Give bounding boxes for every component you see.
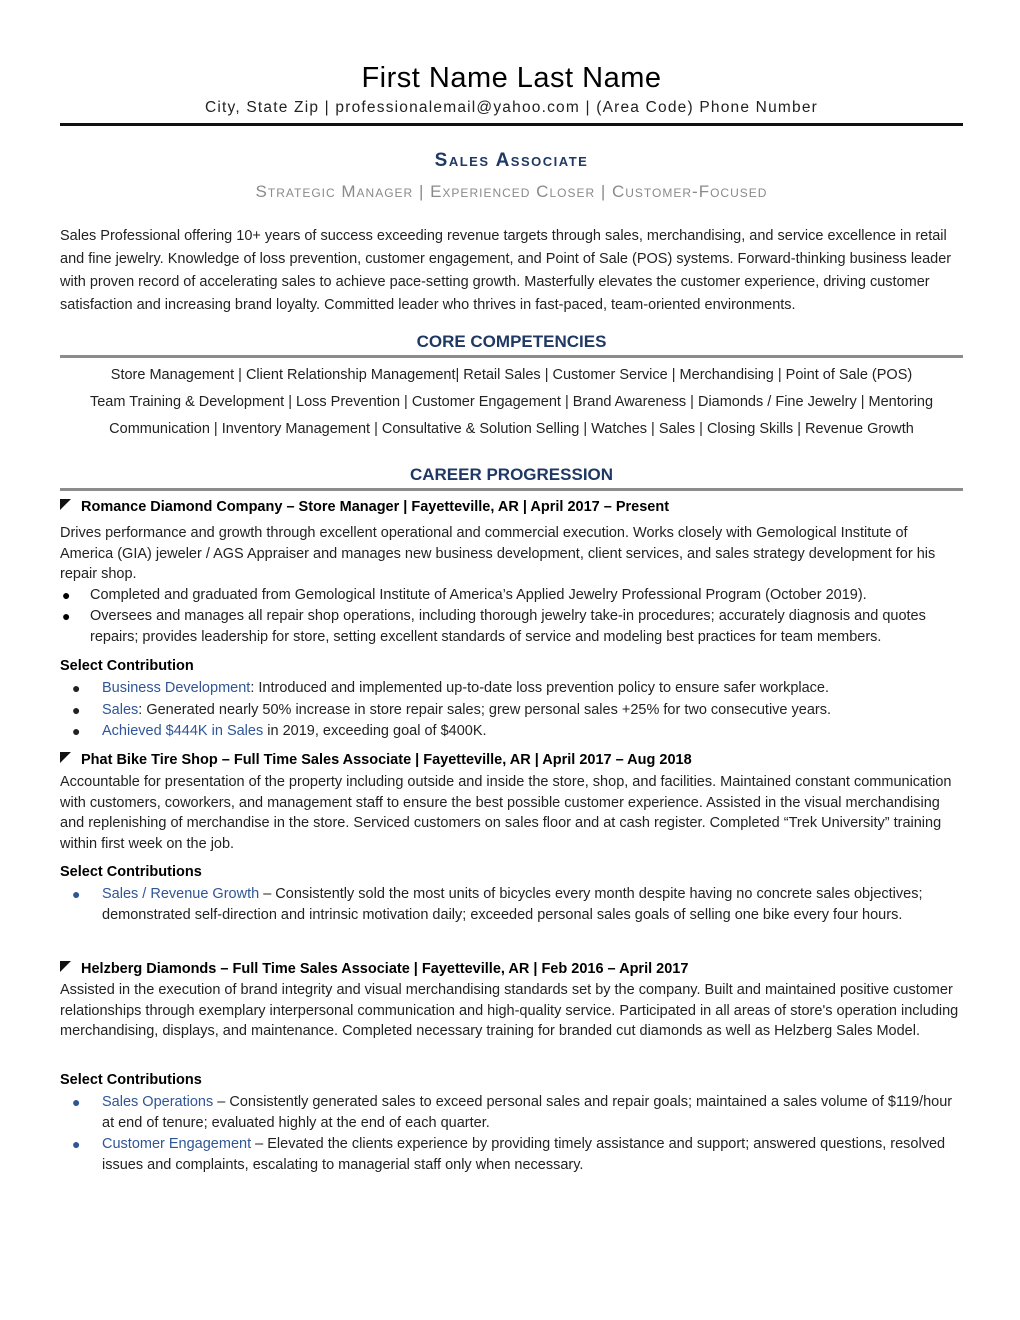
competencies-line: Communication | Inventory Management | Consultative & Solution Selling | Watches | Sales | Closing Skills | Revenue Growth [109,421,914,437]
contribution-text: – Consistently generated sales to exceed personal sales and repair goals; maintained a sales volume of $119/hour at end of tenure; evaluated highly at the end of each quarter. [102,1094,953,1131]
job-header-text: Romance Diamond Company – Store Manager | Fayetteville, AR | April 2017 – Present [81,499,670,515]
profile-summary: Sales Professional offering 10+ years of success exceeding revenue targets through sales, merchandising, and service excellence in retail and fine jewelry. Knowledge of loss prevention, customer engagement, and Point of Sale (POS) systems. Forward-thinking business leader with proven record of accelerating sales to achieve pace-setting growth. Masterfully elevates the customer experience, driving customer satisfaction and increasing brand loyalty. Committed leader who thrives in fast-paced, team-oriented environments. [60,228,952,313]
bullet-icon: ● [72,886,81,902]
header-divider [60,123,963,126]
competencies-divider [60,355,963,358]
bullet-icon: ● [72,1094,81,1110]
resume-page [60,0,963,1320]
job-title: Sales Associate [434,150,589,171]
job-description: Accountable for presentation of the property including outside and inside the store, shop, and facilities. Maintained constant communication with customers, coworkers, and management staff to ensure the best possible customer experience. Assisted in the visual merchandising and replenishing of merchandise in the store. Serviced customers on sales floor and at cash register. Completed “Trek University” training within first week on the job. [60,774,952,852]
career-divider [60,488,963,491]
triangle-marker-icon [60,752,71,763]
bullet-icon: ● [72,702,81,718]
list-item-text: Oversees and manages all repair shop operations, including thorough jewelry take-in procedures; accurately diagnosis and quotes repairs; provides leadership for store, setting excellent standards of service and modeling best practices for team members. [90,608,926,645]
competencies-heading: CORE COMPETENCIES [416,332,607,351]
bullet-icon: ● [72,680,81,696]
bullet-icon: ● [62,608,71,624]
contribution-text: : Introduced and implemented up-to-date loss prevention policy to ensure safer workplace. [250,680,830,696]
job-header-text: Helzberg Diamonds – Full Time Sales Associate | Fayetteville, AR | Feb 2016 – April 2017 [81,961,689,977]
contribution-key: Achieved $444K in Sales [102,723,264,739]
triangle-marker-icon [60,499,71,510]
contribution-text: – Consistently sold the most units of bicycles every month despite having no concrete sales objectives; demonstrated self-direction and intrinsic motivation daily; exceeded personal sales goals of selling one bike every four hours. [102,886,923,923]
contribution-key: Sales [102,702,139,718]
bullet-icon: ● [72,723,81,739]
bullet-icon: ● [72,1136,81,1152]
contributions-heading: Select Contributions [60,864,202,880]
contributions-heading: Select Contributions [60,1072,202,1088]
competencies-line: Store Management | Client Relationship Management| Retail Sales | Customer Service | Merchandising | Point of Sale (POS) [110,367,913,383]
contribution-key: Sales / Revenue Growth [102,886,260,902]
career-heading: CAREER PROGRESSION [409,465,614,484]
tagline: Strategic Manager | Experienced Closer | Customer-Focused [255,182,768,201]
contribution-key: Sales Operations [102,1094,214,1110]
job-description: Drives performance and growth through excellent operational and commercial execution. Works closely with Gemological Institute of America (GIA) jeweler / AGS Appraiser and manages new business development, client services, and sales strategy development for his repair shop. [60,525,936,582]
competencies-line: Team Training & Development | Loss Prevention | Customer Engagement | Brand Awareness | Diamonds / Fine Jewelry | Mentoring [89,394,934,410]
candidate-name: First Name Last Name [361,62,662,94]
job-header [60,499,963,515]
list-item-text: Completed and graduated from Gemological Institute of America’s Applied Jewelry Professional Program (October 2019). [90,587,867,603]
job-header [60,961,963,977]
job-header [60,752,963,768]
bullet-icon: ● [62,587,71,603]
job-description: Assisted in the execution of brand integrity and visual merchandising standards set by the company. Built and maintained positive customer relationships through exemplary interpersonal communication and high-quality service. Participated in all areas of store's operation including merchandising, displays, and maintenance. Completed necessary training for branded cut diamonds as well as Helzberg Sales Model. [60,982,959,1039]
contribution-key: Business Development [102,680,251,696]
job-header-text: Phat Bike Tire Shop – Full Time Sales Associate | Fayetteville, AR | April 2017 – Aug 2018 [81,752,692,768]
triangle-marker-icon [60,961,71,972]
contribution-text: : Generated nearly 50% increase in store repair sales; grew personal sales +25% for two consecutive years. [138,702,832,718]
contribution-key: Customer Engagement [102,1136,252,1152]
contributions-heading: Select Contribution [60,658,194,674]
contact-info: City, State Zip | professionalemail@yahoo.com | (Area Code) Phone Number [204,99,819,116]
contribution-text: in 2019, exceeding goal of $400K. [263,723,487,739]
contribution-text: – Elevated the clients experience by providing timely assistance and support; answered questions, resolved issues and complaints, escalating to managerial staff only when necessary. [102,1136,946,1173]
